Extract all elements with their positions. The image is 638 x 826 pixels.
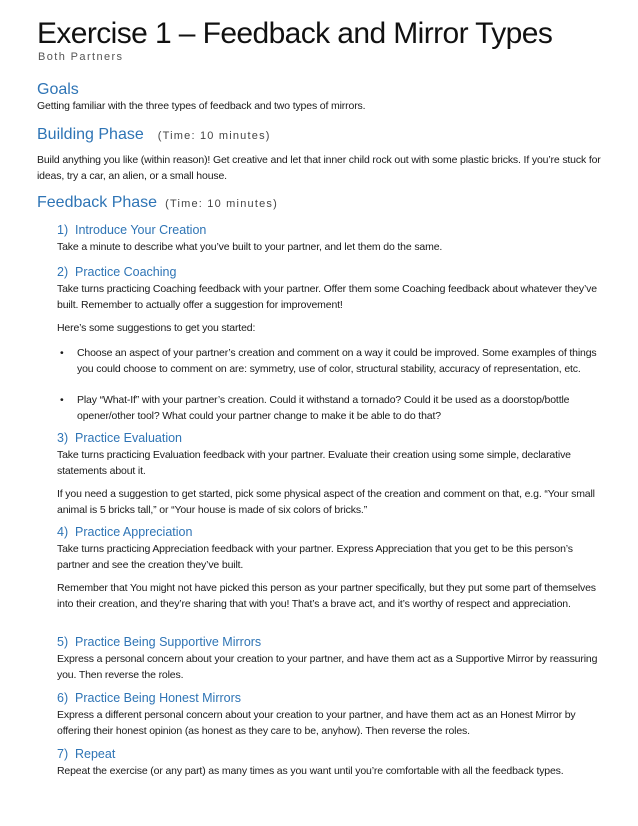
building-phase-time: (Time: 10 minutes) [157,130,271,142]
goals-heading: Goals [37,81,79,98]
goals-text: Getting familiar with the three types of feedback and two types of mirrors. [37,100,366,112]
feedback-phase-heading [37,193,278,214]
section-6-heading [57,690,241,706]
section-5-heading [57,634,261,650]
section-1-title: Introduce Your Creation [75,223,207,237]
section-3-text-2: If you need a suggestion to get started, pick some physical aspect of the creation and comment on that, e.g. “Your small animal is 5 bricks tall,” or “Your house is made of six colors of bricks.” [57,488,595,516]
section-7-heading [57,746,115,762]
section-3-text: Take turns practicing Evaluation feedback with your partner. Evaluate their creation using some simple, declarative statements about it. [57,449,571,477]
building-phase-title: Building Phase [37,126,144,143]
section-6-text: Express a different personal concern about your creation to your partner, and have them act as an Honest Mirror by offering their honest opinion (as honest as they care to be, anyhow). Then reverse the roles. [57,709,576,737]
section-6-title: Practice Being Honest Mirrors [75,691,242,705]
section-7-text: Repeat the exercise (or any part) as many times as you want until you’re comfortable with all the feedback types. [57,765,564,777]
section-2-title: Practice Coaching [75,265,177,279]
list-item-text: Choose an aspect of your partner’s creation and comment on a way it could be improved. Some examples of things you could choose to comment on are: symmetry, use of color, structural stability, accuracy of representation, etc. [77,347,597,375]
section-1-heading [57,222,206,238]
section-3-title: Practice Evaluation [75,431,183,445]
section-7-number: 7) [57,747,69,761]
section-2-heading [57,264,176,280]
section-5-number: 5) [57,635,69,649]
building-phase-text: Build anything you like (within reason)! Get creative and let that inner child rock out with some plastic bricks. If you’re stuck for ideas, try a car, an alien, or a small house. [37,154,601,182]
building-phase-heading [37,125,271,146]
section-3-heading [57,430,182,446]
document-subtitle: Both Partners [38,51,124,63]
section-4-number: 4) [57,525,69,539]
feedback-phase-time: (Time: 10 minutes) [165,198,278,210]
section-7-title: Repeat [75,747,116,761]
section-3-number: 3) [57,431,69,445]
section-6-number: 6) [57,691,69,705]
bullet-icon: • [60,394,64,406]
section-2-number: 2) [57,265,69,279]
section-2-text: Take turns practicing Coaching feedback with your partner. Offer them some Coaching feedback about whatever they’ve built. Remember to actually offer a suggestion for improvement! [57,283,597,311]
section-4-text-2: Remember that You might not have picked this person as your partner specifically, but they put some part of themselves into their creation, and they’re sharing that with you! That’s a brave act, and it’s worthy of respect and appreciation. [57,582,596,610]
section-4-title: Practice Appreciation [75,525,193,539]
list-item-text: Play “What-If” with your partner’s creation. Could it withstand a tornado? Could it be used as a doorstop/bottle opener/other tool? What could your partner change to make it be able to do that? [77,394,570,422]
section-5-title: Practice Being Supportive Mirrors [75,635,262,649]
feedback-phase-title: Feedback Phase [37,194,158,211]
section-4-text: Take turns practicing Appreciation feedback with your partner. Express Appreciation that you get to be this person’s partner and see the creation they’ve built. [57,543,573,571]
section-2-intro: Here’s some suggestions to get you started: [57,322,256,334]
section-5-text: Express a personal concern about your creation to your partner, and have them act as a Supportive Mirror by reassuring you. Then reverse the roles. [57,653,598,681]
section-4-heading [57,524,192,540]
section-1-text: Take a minute to describe what you’ve built to your partner, and let them do the same. [57,241,443,253]
bullet-icon: • [60,347,64,359]
section-1-number: 1) [57,223,69,237]
document-title: Exercise 1 – Feedback and Mirror Types [37,17,553,50]
